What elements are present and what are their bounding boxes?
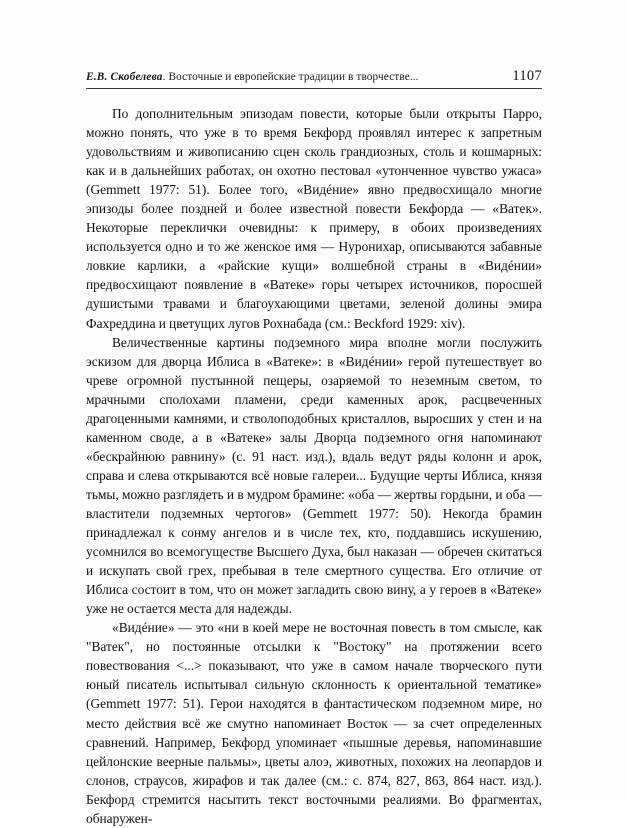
running-head-author: Е.В. Скобелева (86, 71, 163, 83)
body-text-column (86, 104, 542, 828)
header-divider-rule (86, 88, 542, 89)
running-head-text (86, 71, 419, 83)
paragraph: «Видéние» — это «ни в коей мере не восточная повесть в том смысле, как "Ватек", но постоянные отсылки к "Востоку" на протяжении всего повествования <...> показывают, что уже в самом начале творческого пути юный писатель испытывал сильную склонность к ориентальной тематике» (Gemmett 1977: 51). Герои находятся в фантастическом подземном мире, но место действия всё же смутно напоминает Восток — за счет определенных сравнений. Например, Бекфорд упоминает «пышные деревья, напоминавшие цейлонские веерные пальмы», цветы алоэ, животных, похожих на леопардов и слонов, страусов, жирафов и так далее (см.: с. 874, 827, 863, 864 наст. изд.). Бекфорд стремится насытить текст восточными реалиями. Во фрагментах, обнаружен- (86, 620, 542, 826)
running-head-title: . Восточные и европейские традиции в творчестве... (162, 71, 419, 83)
page-number: 1107 (512, 68, 542, 84)
paragraph: Величественные картины подземного мира вполне могли послужить эскизом для дворца Иблиса в «Ватеке»: в «Видéнии» герой путешествует во чреве огромной пустынной пещеры, озаряемой то неземным светом, то мрачными сполохами пламени, среди каменных арок, расцвеченных драгоценными камнями, и стволоподобных кристаллов, выросших у стен и на каменном своде, а в «Ватеке» залы Дворца подземного огня напоминают «бескрайнюю равнину» (с. 91 наст. изд.), вдаль ведут ряды колонн и арок, справа и слева открываются всё новые галереи... Будущие черты Иблиса, князя тьмы, можно разглядеть и в мудром брамине: «оба — жертвы гордыни, и оба — властители подземных чертогов» (Gemmett 1977: 50). Некогда брамин принадлежал к сонму ангелов и в числе тех, кто, поддавшись искушению, усомнился во всемогуществе Высшего Духа, был наказан — обречен скитаться и искупать свой грех, пребывая в теле смертного существа. Его отличие от Иблиса состоит в том, что он может загладить свою вину, а у героев в «Ватеке» уже не остается места для надежды. (86, 334, 542, 617)
running-head (86, 68, 542, 85)
paragraph: По дополнительным эпизодам повести, которые были открыты Парро, можно понять, что уже в то время Бекфорд проявлял интерес к запретным удовольствиям и живописанию сцен сколь грандиозных, столь и кошмарных: как и в дальнейших работах, он охотно пестовал «утонченное чувство ужаса» (Gemmett 1977: 51). Более того, «Видéние» явно предвосхищало многие эпизоды более поздней и более известной повести Бекфорда — «Ватек». Некоторые переклички очевидны: к примеру, в обоих произведениях используется одно и то же женское имя — Нуронихар, описываются забавные ловкие карлики, а «райские кущи» волшебной страны в «Видéнии» предвосхищают появление в «Ватеке» горы четырех источников, поросшей душистыми травами и благоухающими цветами, зеленой долины эмира Фахреддина и цветущих лугов Рохнабада (см.: Beckford 1929: xiv). (86, 106, 542, 331)
